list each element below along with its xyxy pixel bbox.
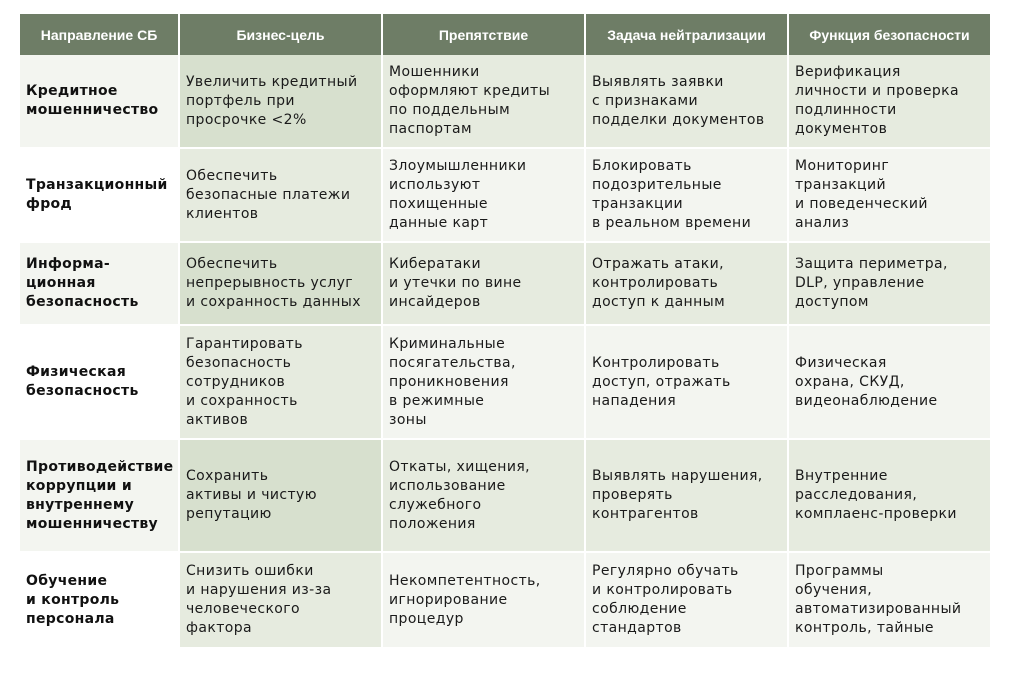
security-functions-table [18, 14, 992, 649]
task-cell: Выявлять заявки с признаками подделки документов [586, 55, 787, 149]
function-cell: Внутренние расследования, комплаенс-проверки [789, 440, 990, 553]
function-cell: Верификация личности и проверка подлинности документов [789, 55, 990, 149]
task-cell: Контролировать доступ, отражать нападения [586, 326, 787, 440]
task-cell: Блокировать подозрительные транзакции в реальном времени [586, 149, 787, 243]
goal-cell: Гарантировать безопасность сотрудников и сохранность активов [180, 326, 381, 440]
table-row [20, 440, 990, 553]
obstacle-cell: Некомпетентность, игнорирование процедур [383, 553, 584, 649]
header-neutralization-task: Задача нейтрализации [586, 14, 787, 55]
obstacle-cell: Злоумышленники используют похищенные данные карт [383, 149, 584, 243]
task-cell: Регулярно обучать и контролировать соблюдение стандартов [586, 553, 787, 649]
table-row [20, 149, 990, 243]
table-header-row [20, 14, 990, 55]
header-business-goal: Бизнес-цель [180, 14, 381, 55]
goal-cell: Увеличить кредитный портфель при просрочке <2% [180, 55, 381, 149]
goal-cell: Снизить ошибки и нарушения из-за человеческого фактора [180, 553, 381, 649]
task-cell: Выявлять нарушения, проверять контрагентов [586, 440, 787, 553]
direction-cell: Обучение и контроль персонала [20, 553, 178, 649]
table-row [20, 55, 990, 149]
function-cell: Физическая охрана, СКУД, видеонаблюдение [789, 326, 990, 440]
function-cell: Защита периметра, DLP, управление доступом [789, 243, 990, 326]
header-security-function: Функция безопасности [789, 14, 990, 55]
task-cell: Отражать атаки, контролировать доступ к данным [586, 243, 787, 326]
table-row [20, 243, 990, 326]
function-cell: Программы обучения, автоматизированный контроль, тайные [789, 553, 990, 649]
function-cell: Мониторинг транзакций и поведенческий анализ [789, 149, 990, 243]
direction-cell: Транзакционный фрод [20, 149, 178, 243]
header-obstacle: Препятствие [383, 14, 584, 55]
direction-cell: Информа- ционная безопасность [20, 243, 178, 326]
obstacle-cell: Кибератаки и утечки по вине инсайдеров [383, 243, 584, 326]
obstacle-cell: Криминальные посягательства, проникновения в режимные зоны [383, 326, 584, 440]
direction-cell: Физическая безопасность [20, 326, 178, 440]
goal-cell: Сохранить активы и чистую репутацию [180, 440, 381, 553]
goal-cell: Обеспечить непрерывность услуг и сохранность данных [180, 243, 381, 326]
goal-cell: Обеспечить безопасные платежи клиентов [180, 149, 381, 243]
obstacle-cell: Мошенники оформляют кредиты по поддельным паспортам [383, 55, 584, 149]
table-row [20, 553, 990, 649]
table-row [20, 326, 990, 440]
obstacle-cell: Откаты, хищения, использование служебного положения [383, 440, 584, 553]
direction-cell: Противодействие коррупции и внутреннему мошенничеству [20, 440, 178, 553]
direction-cell: Кредитное мошенничество [20, 55, 178, 149]
header-direction: Направление СБ [20, 14, 178, 55]
